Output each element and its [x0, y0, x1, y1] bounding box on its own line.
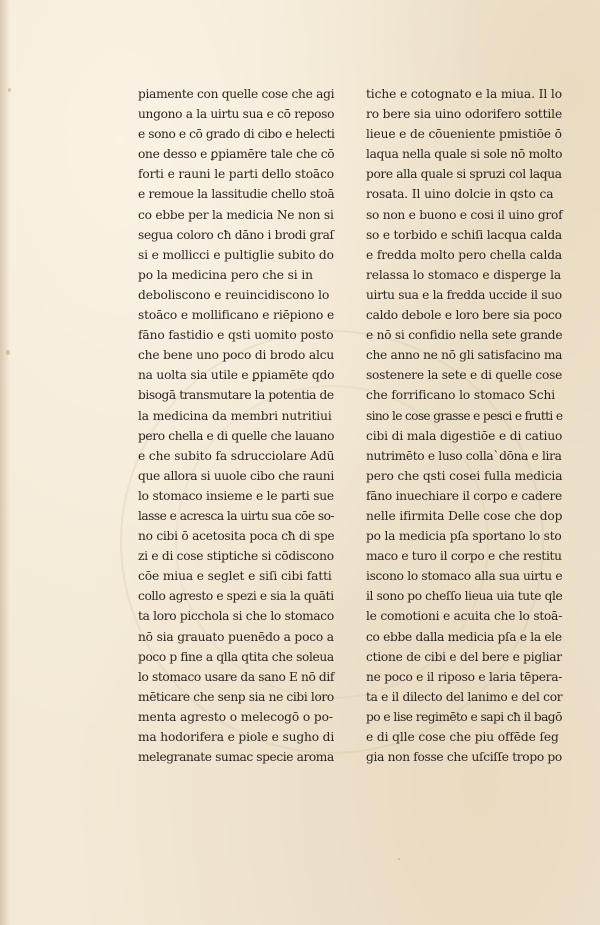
text-line: forti e rauni le parti dello stoāco	[138, 167, 334, 182]
text-line: na uolta sia utile e ꝑpiamēte qdo	[138, 368, 335, 383]
text-line: lieue e de cōueniente pmistiōe ō	[366, 127, 562, 142]
text-line: lasse e acresca la uirtu sua cōe so-	[138, 508, 335, 523]
text-column-right	[366, 84, 562, 767]
text-line: one desso e ꝑpiamēre tale che cō	[138, 147, 335, 162]
text-line: menta agresto o melecogō o po-	[138, 709, 333, 724]
text-line: uirtu sua e la fredda uccide il suo	[366, 287, 562, 302]
text-line: che forrificano lo stomaco Schi	[366, 388, 556, 403]
text-line: la medicina da membri nutritiui	[138, 408, 332, 423]
text-line: so non e buono e cosi il uino grof	[366, 207, 563, 222]
page-edge-shadow	[0, 0, 10, 925]
text-line: le comotioni e acuita che lo stoā-	[366, 609, 563, 624]
text-line: sino le cose grasse e pesci e frutti e	[366, 408, 563, 423]
text-line: zi e di cose stiptiche si cōdiscono	[138, 549, 334, 564]
text-line: poco p fine a qlla qtita che soleua	[138, 649, 334, 664]
text-line: pore alla quale si spruzi col laqua	[366, 167, 562, 182]
text-line: co ebbe per la medicia Ne non si	[138, 207, 334, 222]
text-line: debolisconο e reuincidiscono lo	[138, 287, 330, 302]
text-line: e di qlle cose che piu offēde ſeg	[366, 730, 559, 744]
text-line: che bene uno poco di brodo alcu	[138, 348, 335, 363]
text-line: e nō si confidio nella sete grande	[366, 328, 563, 343]
text-line: segua coloro cħ dāno i brodi graſ	[138, 227, 334, 242]
text-line: po la medicina pero che si in	[138, 267, 313, 282]
text-line: nelle ifirmita Delle cose che dop	[366, 508, 563, 523]
text-line: gia non fosse che uſciſſe tropo po	[366, 750, 562, 765]
text-line: ma hodorifera e piole e sugho di	[138, 730, 335, 744]
text-line: caldo debole e loro bere sia poco	[366, 308, 562, 323]
text-line: il sono po cheſſo lieua uia tute qle	[366, 589, 563, 604]
text-line: ta loro picchola si che lo stomaco	[138, 609, 334, 624]
text-line: fāno inuechiare il corpo e cadere	[366, 488, 563, 503]
text-line: pero che qsti cosei fulla medicia	[366, 468, 563, 483]
text-line: nō sia grauato puenēdo a poco a	[138, 629, 334, 644]
text-line: ungono a la uirtu sua e cō reposo	[138, 107, 335, 122]
text-line: ctione de cibi e del bere e pigliar	[366, 649, 562, 664]
text-line: tiche e cotognato e la miua. Il lo	[366, 87, 562, 101]
text-line: rosata. Il uino dolcie in qsto ca	[366, 187, 554, 202]
ink-stain	[8, 88, 11, 92]
text-line: po e lise regimēto e sapi cħ il bagō	[366, 709, 562, 724]
text-line: relassa lo stomaco e disperge la	[366, 267, 562, 282]
text-line: bisogā transmutare la potentia de	[138, 388, 334, 403]
text-line: piamente con quelle cose che agi	[138, 87, 335, 101]
text-line: e che subito fa sdrucciolare Adū	[138, 448, 335, 463]
text-line: lo stomaco insieme e le parti sue	[138, 488, 334, 503]
ink-stain	[398, 858, 400, 860]
ink-stain	[6, 350, 10, 355]
text-line: co ebbe dalla medicia pſa e la ele	[366, 629, 562, 644]
text-line: iscono lo stomaco alla sua uirtu e	[366, 569, 563, 584]
text-line: maco e turo il corpo e che restitu	[366, 549, 562, 564]
text-line: ro bere sia uino odorifero sottile	[366, 107, 563, 122]
text-line: laqua nella quale si sole nō molto	[366, 147, 563, 162]
text-line: fāno fastidio e qsti uomito posto	[138, 328, 334, 343]
text-line: sostenere la sete e di quelle cose	[366, 368, 563, 383]
text-line: mēticare che senp sia ne cibi loro	[138, 689, 334, 704]
text-line: no cibi ō acetosita poca cħ di spe	[138, 529, 335, 544]
text-line: cōe miua e seglet e siſi cibi fatti	[138, 569, 332, 584]
text-line: collo agresto e spezi e sia la quāti	[138, 589, 334, 604]
text-line: nutrimēto e luso collaˋdōna e lira	[366, 448, 562, 463]
text-line: pero chella e di quelle che lauano	[138, 428, 335, 443]
text-line: che anno ne nō gli satisfacino ma	[366, 348, 563, 363]
text-line: ta e il dilecto del lanimo e del cor	[366, 689, 563, 704]
text-line: cibi di mala digestiōe e di catiuo	[366, 428, 563, 443]
text-line: lo stomaco usare da sano E nō dif	[138, 669, 335, 684]
text-line: melegranate sumac specie aroma	[138, 750, 334, 765]
text-line: e remoue la lassitudie chello stoā	[138, 187, 335, 202]
text-line: stoāco e mollificano e riēpiono e	[138, 308, 335, 323]
text-line: so e torbido e schiſi lacqua calda	[366, 227, 562, 242]
text-line: e sono e cō grado di cibo e helecti	[138, 127, 335, 142]
text-line: si e mollicci e pultiglie subito do	[138, 247, 334, 262]
text-line: ne poco e il riposo e laria tēpera-	[366, 669, 563, 684]
text-line: que allora si uuole cibo che rauni	[138, 468, 334, 483]
text-line: e fredda molto pero chella calda	[366, 247, 563, 262]
text-line: po la medicia pſa sportano lo sto	[366, 529, 562, 544]
text-column-left	[138, 84, 334, 767]
